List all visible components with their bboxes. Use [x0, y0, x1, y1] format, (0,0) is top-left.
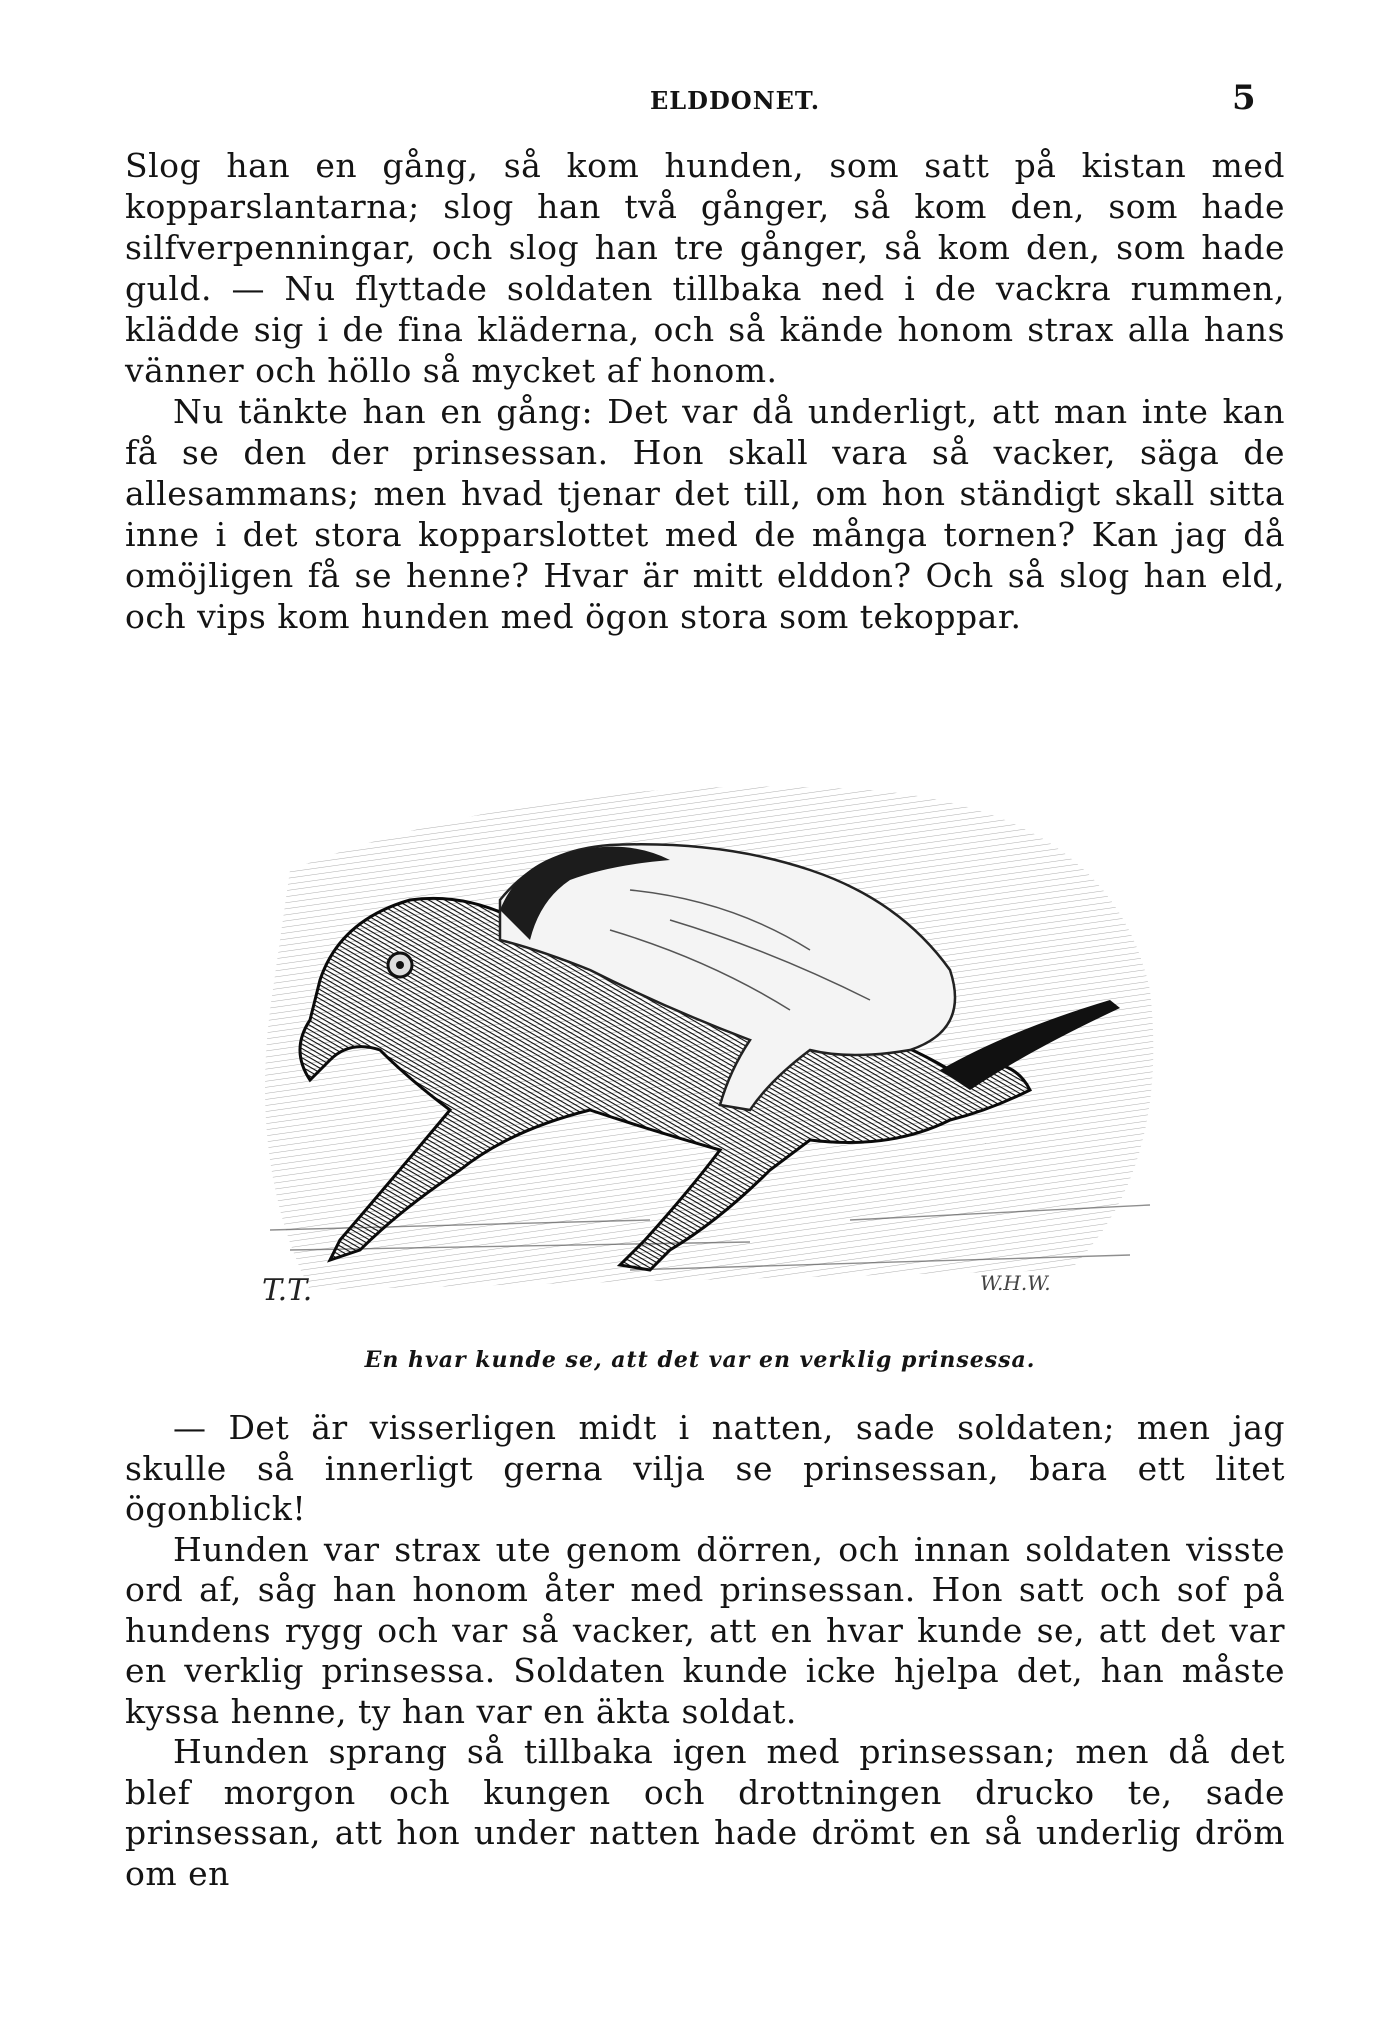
text-block-top — [125, 145, 1285, 637]
paragraph: Slog han en gång, så kom hunden, som satt på kistan med kopparslantarna; slog han två gånger, så kom den, som hade silfverpenningar, och slog han tre gånger, så kom den, som hade guld. — Nu flyttade soldaten tillbaka ned i de vackra rummen, klädde sig i de fina kläderna, och så kände honom strax alla hans vänner och höllo så mycket af honom. — [125, 146, 1285, 390]
paragraph: — Det är visserligen midt i natten, sade soldaten; men jag skulle så innerligt gerna vilja se prinsessan, bara ett litet ögonblick! — [125, 1408, 1285, 1528]
page-header — [0, 78, 1400, 122]
paragraph: Nu tänkte han en gång: Det var då underligt, att man inte kan få se den der prinsessan. Hon skall vara så vacker, säga de allesammans; men hvad tjenar det till, om hon ständigt skall sitta inne i det stora kopparslottet med de många tornen? Kan jag då omöjligen få se henne? Hvar är mitt elddon? Och så slog han eld, och vips kom hunden med ögon stora som tekoppar. — [125, 392, 1285, 636]
illustration-caption: En hvar kunde se, att det var en verklig prinsessa. — [364, 1347, 1036, 1373]
paragraph: Hunden sprang så tillbaka igen med prinsessan; men då det blef morgon och kungen och drottningen drucko te, sade prinsessan, att hon under natten hade drömt en så underlig dröm om en — [125, 1732, 1285, 1893]
illustration-princess-on-dog — [250, 750, 1180, 1310]
text-block-bottom — [125, 1408, 1285, 1894]
paragraph: Hunden var strax ute genom dörren, och innan soldaten visste ord af, såg han honom åter med prinsessan. Hon satt och sof på hundens rygg och var så vacker, att en hvar kunde se, att det var en verklig prinsessa. Soldaten kunde icke hjelpa det, han måste kyssa henne, ty han var en äkta soldat. — [125, 1529, 1285, 1731]
engraver-signature-left: T.T. — [262, 1273, 313, 1308]
page-number: 5 — [1232, 78, 1256, 118]
running-head: ELDDONET. — [650, 86, 821, 115]
engraver-signature-right: W.H.W. — [980, 1271, 1051, 1295]
